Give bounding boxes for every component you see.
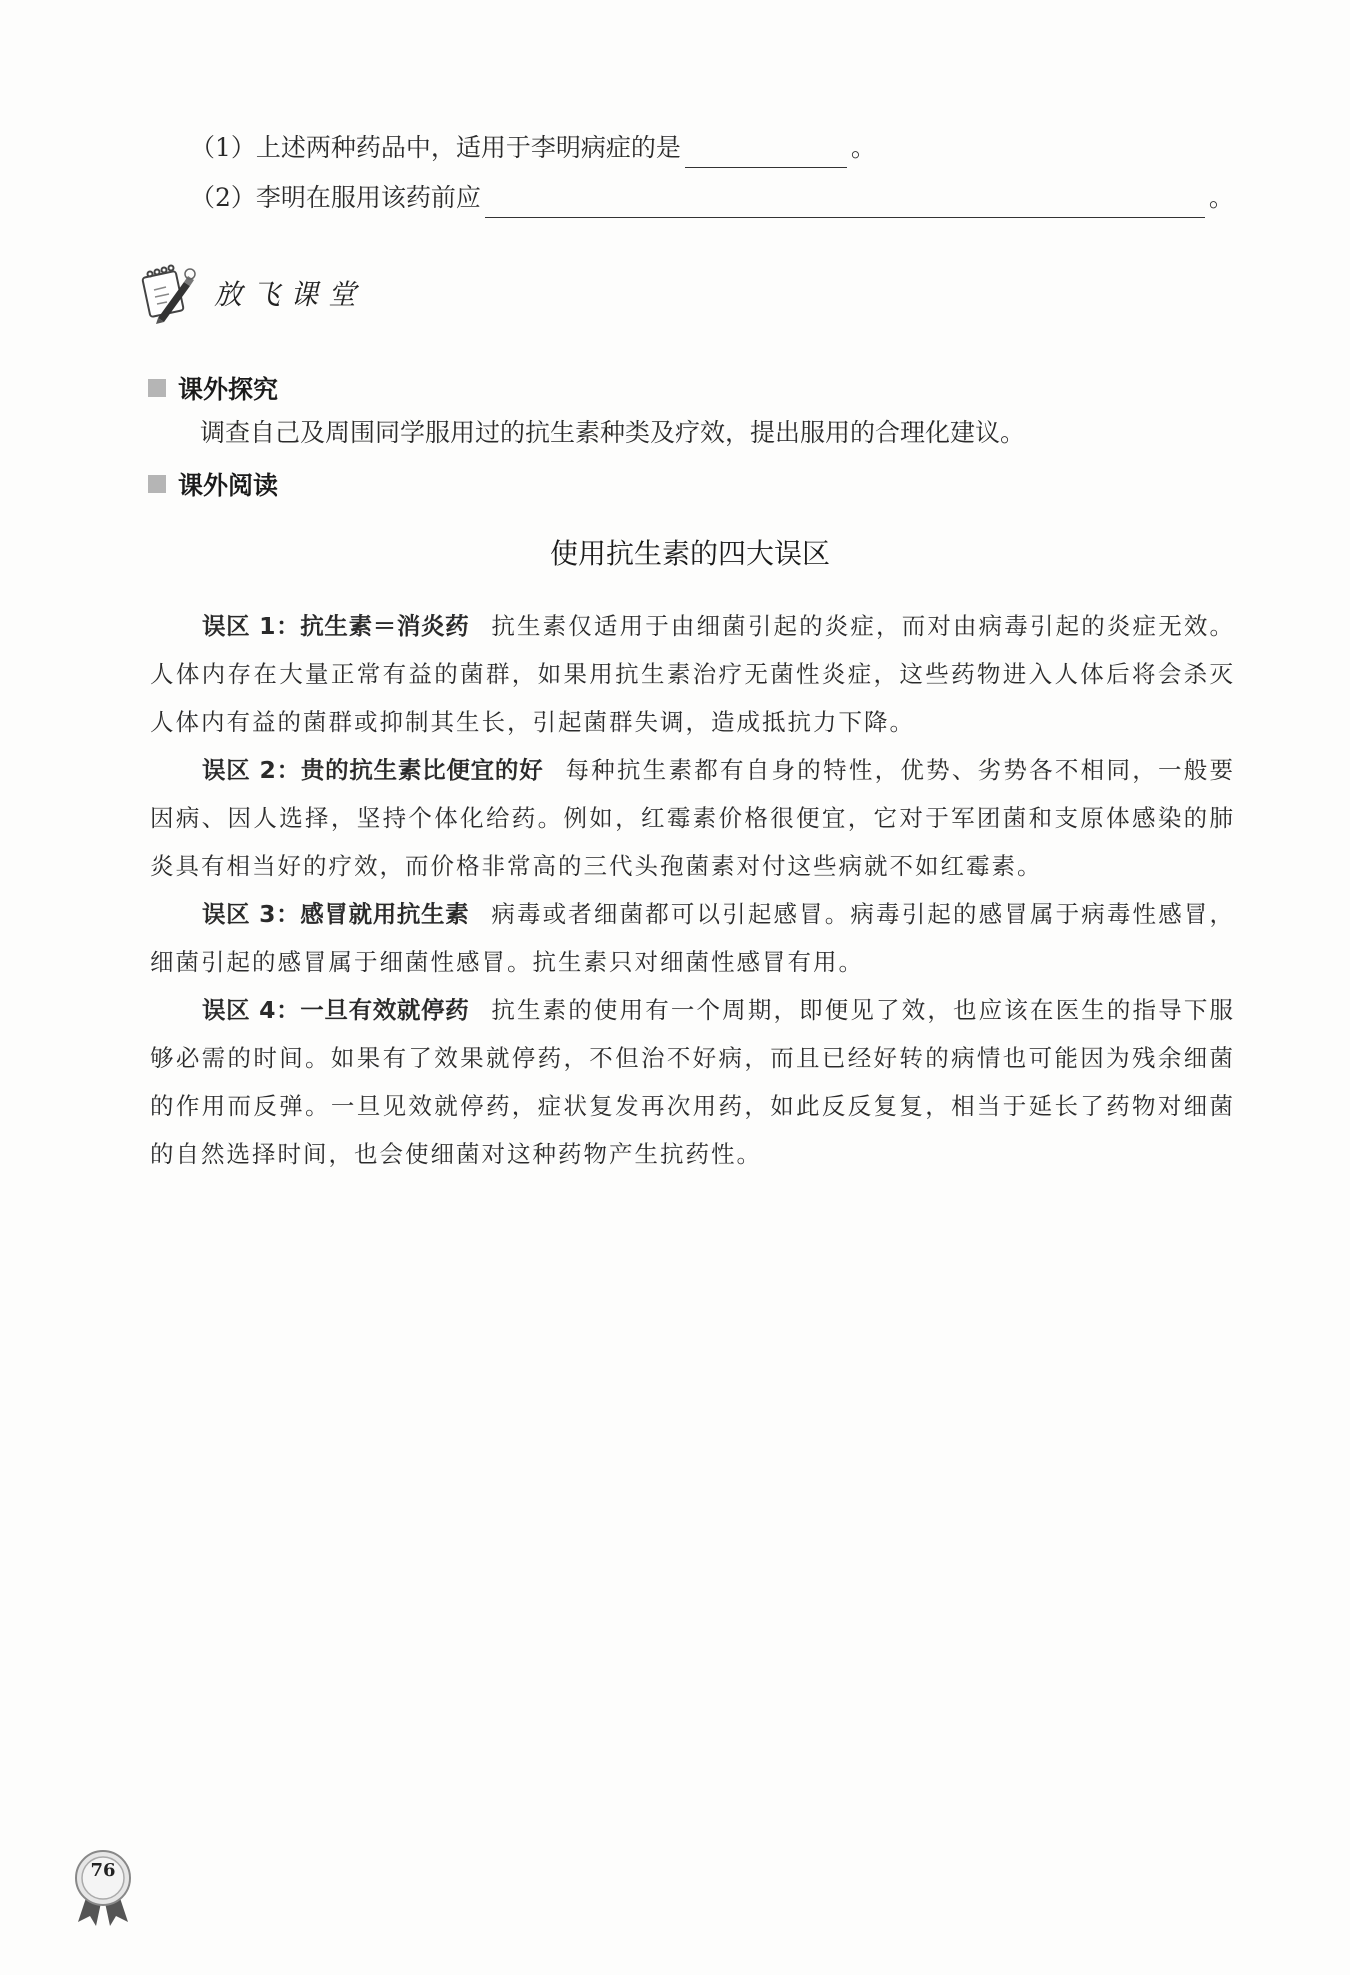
logo-text: 放飞课堂 [214,278,367,311]
question-2-number: （2） [190,183,256,212]
section-logo [140,258,370,328]
paragraph-lead: 误区 1：抗生素＝消炎药 [202,612,470,640]
section-heading-reading [148,466,278,502]
question-1-number: （1） [190,133,256,162]
article-title: 使用抗生素的四大误区 [549,537,830,570]
heading-bullet-icon [148,475,166,493]
section-heading-reading-label: 课外阅读 [178,471,279,500]
question-1 [190,128,876,168]
paragraph-lead: 误区 4：一旦有效就停药 [202,996,470,1024]
paragraph-text: 抗生素仅适用于由细菌引起的炎症，而对由病毒引起的炎症无效。人体内存在大量正常有益的菌群，如果用抗生素治疗无菌性炎症，这些药物进入人体后将会杀灭人体内有益的菌群或抑制其生长，引起菌群失调，造成抵抗力下降。 [150,612,1235,736]
paragraph-text: 病毒或者细菌都可以引起感冒。病毒引起的感冒属于病毒性感冒，细菌引起的感冒属于细菌性感冒。抗生素只对细菌性感冒有用。 [150,900,1235,976]
section-heading-explore-label: 课外探究 [178,375,279,404]
question-1-end: 。 [850,133,876,162]
explore-task-text: 调查自己及周围同学服用过的抗生素种类及疗效，提出服用的合理化建议。 [200,418,1026,447]
paragraph-lead: 误区 3：感冒就用抗生素 [202,900,470,928]
article-paragraph [150,986,1235,1178]
question-2-text: 李明在服用该药前应 [255,183,481,212]
question-1-text: 上述两种药品中，适用于李明病症的是 [255,133,681,162]
page-number: 76 [90,1860,116,1881]
article-body [150,602,1235,1178]
question-1-answer-blank[interactable] [685,137,847,168]
question-2-end: 。 [1208,183,1234,212]
question-2-answer-blank[interactable] [485,187,1205,218]
paragraph-text: 抗生素的使用有一个周期，即便见了效，也应该在医生的指导下服够必需的时间。如果有了效果就停药，不但治不好病，而且已经好转的病情也可能因为残余细菌的作用而反弹。一旦见效就停药，症状复发再次用药，如此反反复复，相当于延长了药物对细菌的自然选择时间，也会使细菌对这种药物产生抗药性。 [150,996,1235,1168]
article-paragraph [150,746,1235,890]
section-heading-explore [148,370,278,406]
article-paragraph [150,890,1235,986]
paragraph-text: 每种抗生素都有自身的特性，优势、劣势各不相同，一般要因病、因人选择，坚持个体化给药。例如，红霉素价格很便宜，它对于军团菌和支原体感染的肺炎具有相当好的疗效，而价格非常高的三代头孢菌素对付这些病就不如红霉素。 [150,756,1235,880]
paragraph-lead: 误区 2：贵的抗生素比便宜的好 [202,756,544,784]
heading-bullet-icon [148,379,166,397]
question-2 [190,178,1234,218]
notebook-pencil-icon [140,260,206,326]
article-paragraph [150,602,1235,746]
